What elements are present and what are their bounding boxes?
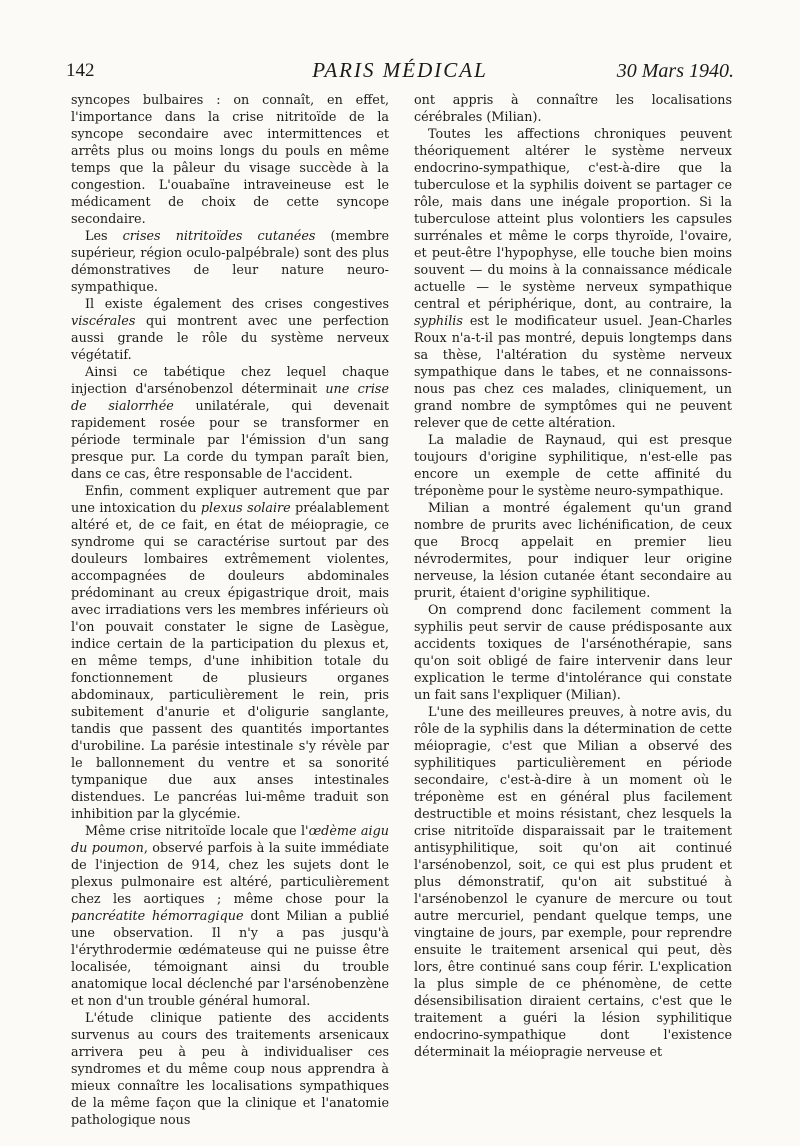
issue-date: 30 Mars 1940. [616,60,734,82]
italic-term: syphilis [414,314,463,329]
paragraph: La maladie de Raynaud, qui est presque toujours d'origine syphilitique, n'est-elle pas encore un exemple de cette affinité du tréponème pour le système neuro-sympathique. [414,433,732,499]
paragraph: On comprend donc facilement comment la syphilis peut servir de cause prédisposante aux accidents toxiques de l'arsénothérapie, sans qu'on soit obligé de faire intervenir dans leur explication le terme d'intolérance qui constate un fait sans l'expliquer (Milian). [414,603,732,703]
italic-term: crises nitritoïdes cutanées [122,229,316,244]
running-header [66,58,734,88]
journal-title: PARIS MÉDICAL [312,58,488,82]
paragraph: syncopes bulbaires : on connaît, en effet, l'importance dans la crise nitritoïde de la syncope secondaire avec intermittences et arrêts plus ou moins longs du pouls en même temps que la pâleur du visage succède à la congestion. L'ouabaïne intraveineuse est le médicament de choix de cette syncope secondaire. [71,93,389,227]
paragraph: L'étude clinique patiente des accidents survenus au cours des traitements arsenicaux arrivera peu à peu à individualiser ces syndromes et du même coup nous apprendra à mieux connaître les localisations sympathiques de la même façon que la clinique et l'anatomie pathologique nous [71,1011,389,1128]
italic-term: plexus solaire [200,501,291,516]
paragraph: Ainsi ce tabétique chez lequel chaque injection d'arsénobenzol déterminait une crise de sialorrhée unilatérale, qui devenait rapidement rosée pour se transformer en période terminale par l'émission d'un sang presque pur. La corde du tympan paraît bien, dans ce cas, être responsable de l'accident. [71,365,389,482]
paragraph: L'une des meilleures preuves, à notre avis, du rôle de la syphilis dans la détermination de cette méiopragie, c'est que Milian a observé des syphilitiques particulièrement en période secondaire, c'est-à-dire à un moment où le tréponème est en général plus facilement destructible et moins résistant, chez lesquels la crise nitritoïde disparaissait par le traitement antisyphilitique, soit qu'on ait continué l'arsénobenzol, soit, ce qui est plus prudent et plus démonstratif, qu'on ait substitué à l'arsénobenzol le cyanure de mercure ou tout autre mercuriel, pendant quelque temps, une vingtaine de jours, par exemple, pour reprendre ensuite le traitement arsenical qui peut, dès lors, être continué sans coup férir. L'explication la plus simple de ce phénomène, de cette désensibilisation diraient certains, c'est que le traitement a guéri la lésion syphilitique endocrino-sympathique dont l'existence déterminait la méiopragie nerveuse et [414,705,732,1060]
italic-term: œdème aigu du poumon [71,824,389,856]
paragraph: Enfin, comment expliquer autrement que par une intoxication du plexus solaire préalablement altéré et, de ce fait, en état de méiopragie, ce syndrome qui se caractérise surtout par des douleurs lombaires extrêmement violentes, accompagnées de douleurs abdominales prédominant au creux épigastrique droit, mais avec irradiations vers les membres inférieurs où l'on pouvait constater le signe de Lasègue, indice certain de la participation du plexus et, en même temps, d'une inhibition totale du fonctionnement de plusieurs organes abdominaux, particulièrement le rein, pris subitement d'anurie et d'oligurie sanglante, tandis que passent des quantités importantes d'urobiline. La parésie intestinale s'y révèle par le ballonnement du ventre et sa sonorité tympanique due aux anses intestinales distendues. Le pancréas lui-même traduit son inhibition par la glycémie. [71,484,389,822]
paragraph: Il existe également des crises congestives viscérales qui montrent avec une perfection aussi grande le rôle du système nerveux végétatif. [71,297,389,363]
paragraph: Milian a montré également qu'un grand nombre de prurits avec lichénification, de ceux que Brocq appelait en premier lieu névrodermites, pour indiquer leur origine nerveuse, la lésion cutanée étant secondaire au prurit, étaient d'origine syphilitique. [414,501,732,601]
paragraph: Toutes les affections chroniques peuvent théoriquement altérer le système nerveux endocrino-sympathique, c'est-à-dire que la tuberculose et la syphilis doivent se partager ce rôle, mais dans une inégale proportion. Si la tuberculose atteint plus volontiers les capsules surrénales et même le corps thyroïde, l'ovaire, et peut-être l'hypophyse, elle touche bien moins souvent — du moins à la connaissance médicale actuelle — le système nerveux sympathique central et périphérique, dont, au contraire, la syphilis est le modificateur usuel. Jean-Charles Roux n'a-t-il pas montré, depuis longtemps dans sa thèse, l'altération du système nerveux sympathique dans le tabes, et ne connaissons-nous pas chez ces malades, cliniquement, un grand nombre de symptômes qui ne peuvent relever que de cette altération. [414,127,732,431]
right-column [414,92,732,1061]
page-number: 142 [66,60,95,81]
paragraph: Les crises nitritoïdes cutanées (membre supérieur, région oculo-palpébrale) sont des plus démonstratives de leur nature neuro-sympathique. [71,229,390,295]
italic-term: pancréatite hémorragique [71,909,244,924]
paragraph: ont appris à connaître les localisations cérébrales (Milian). [414,93,732,125]
italic-term: une crise de sialorrhée [71,382,389,414]
italic-term: viscérales [71,314,136,329]
paragraph: Même crise nitritoïde locale que l'œdème aigu du poumon, observé parfois à la suite immédiate de l'injection de 914, chez les sujets dont le plexus pulmonaire est altéré, particulièrement chez les aortiques ; même chose pour la pancréatite hémorragique dont Milian a publié une observation. Il n'y a pas jusqu'à l'érythrodermie œdémateuse qui ne puisse être localisée, témoignant ainsi du trouble anatomique local déclenché par l'arsénobenzène et non d'un trouble général humoral. [71,824,389,1009]
left-column [71,92,389,1129]
